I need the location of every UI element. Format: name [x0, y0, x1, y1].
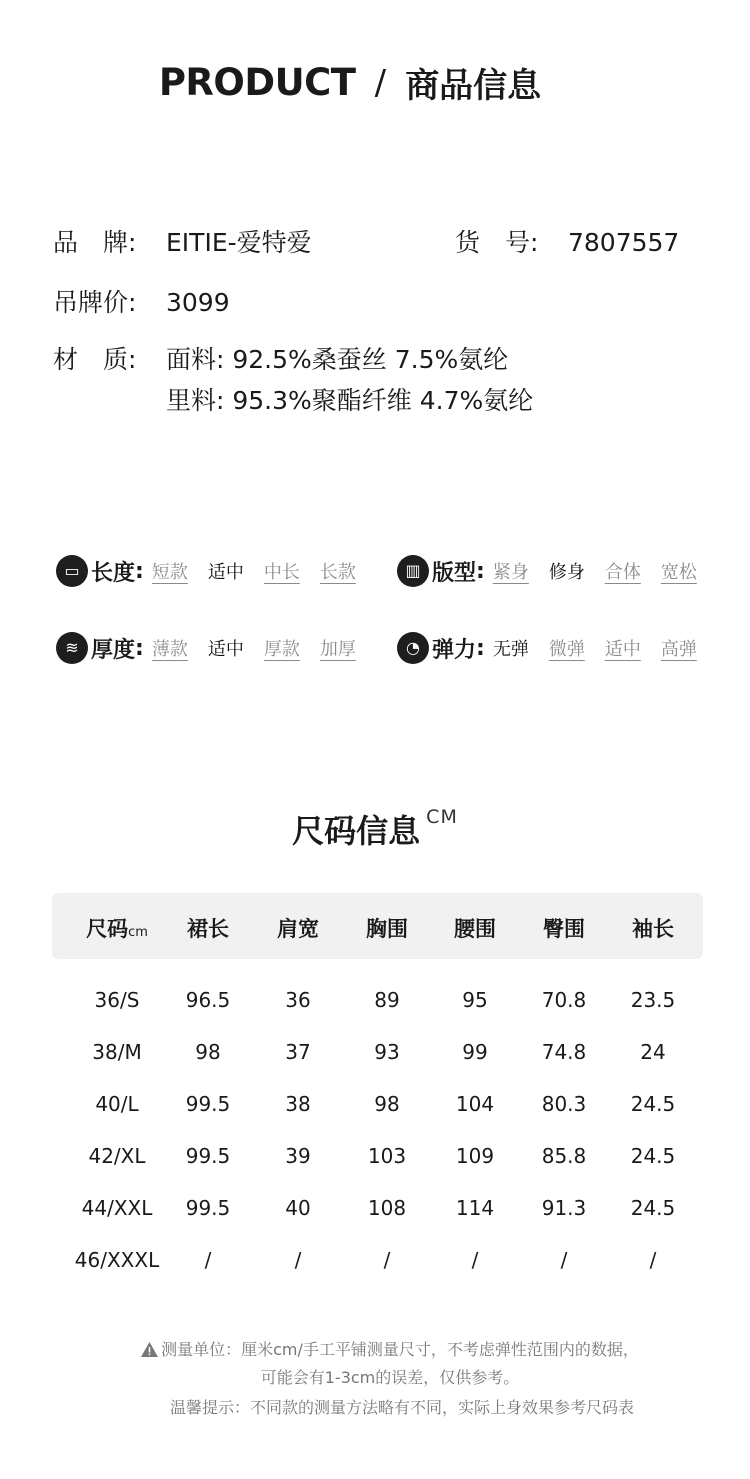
table-cell: /	[649, 1248, 657, 1272]
table-cell: 104	[455, 1092, 495, 1116]
table-cell: 40	[285, 1196, 311, 1220]
sku-value: 7807557	[568, 228, 680, 257]
attribute-option: 中长	[263, 562, 300, 583]
attribute-length: ▭ 长度 : 短款 适中 中长 长款	[56, 554, 356, 588]
table-cell: 98	[374, 1092, 400, 1116]
size-table-header-cell	[608, 913, 698, 943]
size-table-header-cell	[519, 913, 609, 943]
attribute-option: 微弹	[548, 639, 585, 660]
note-line-3: 温馨提示：不同款的测量方法略有不同，实际上身效果参考尺码表	[169, 1398, 634, 1417]
size-title-text: 尺码信息	[292, 812, 421, 850]
table-cell: 36	[285, 988, 311, 1012]
attribute-elasticity: ◔ 弹力 : 无弹 微弹 适中 高弹	[397, 631, 697, 665]
table-cell: 38/M	[92, 1040, 142, 1064]
table-cell: /	[560, 1248, 568, 1272]
table-cell: 98	[195, 1040, 221, 1064]
size-table-header-cell	[342, 913, 432, 943]
note-line-2: 可能会有1-3cm的误差，仅供参考。	[260, 1368, 520, 1387]
attribute-option: 短款	[151, 562, 188, 583]
title-chinese: 商品信息	[405, 66, 542, 106]
attribute-label: 版型	[432, 560, 477, 586]
attribute-option: 宽松	[660, 562, 697, 583]
table-cell: 96.5	[185, 988, 231, 1012]
table-cell: 99.5	[185, 1144, 231, 1168]
table-cell: 108	[367, 1196, 407, 1220]
table-cell: 99.5	[185, 1196, 231, 1220]
attribute-fit: ▥ 版型 : 紧身 修身 合体 宽松	[397, 554, 697, 588]
table-cell: 99.5	[185, 1092, 231, 1116]
table-cell: 103	[367, 1144, 407, 1168]
size-table-header-cell	[72, 913, 162, 943]
title-separator: /	[374, 62, 387, 103]
attribute-option: 合体	[604, 562, 641, 583]
page-title	[0, 58, 700, 107]
attribute-option: 厚款	[263, 639, 300, 660]
header-text: 胸围	[366, 917, 408, 941]
table-cell: 80.3	[541, 1092, 587, 1116]
table-cell: /	[204, 1248, 212, 1272]
header-text: 裙长	[187, 917, 229, 941]
header-text: 袖长	[632, 917, 674, 941]
size-table-header-cell	[253, 913, 343, 943]
table-cell: 37	[285, 1040, 311, 1064]
table-cell: 39	[285, 1144, 311, 1168]
size-section-title	[0, 806, 750, 852]
attribute-thickness: ≋ 厚度 : 薄款 适中 厚款 加厚	[56, 631, 356, 665]
price-value: 3099	[166, 288, 230, 317]
material-lining: 里料: 95.3%聚酯纤维 4.7%氨纶	[166, 386, 534, 415]
size-title-unit: CM	[426, 806, 458, 828]
thickness-icon: ≋	[56, 632, 88, 664]
sku-row	[455, 228, 679, 258]
price-row	[53, 288, 230, 318]
table-cell: /	[383, 1248, 391, 1272]
note-line-1: 测量单位：厘米cm/手工平铺测量尺寸，不考虑弹性范围内的数据，	[161, 1340, 639, 1359]
table-cell: 74.8	[541, 1040, 587, 1064]
table-cell: 91.3	[541, 1196, 587, 1220]
table-cell: /	[471, 1248, 479, 1272]
table-cell: 24	[640, 1040, 666, 1064]
material-fabric: 面料: 92.5%桑蚕丝 7.5%氨纶	[166, 345, 509, 374]
table-cell: 23.5	[630, 988, 676, 1012]
brand-value: EITIE-爱特爱	[166, 228, 312, 257]
elasticity-icon: ◔	[397, 632, 429, 664]
fit-icon: ▥	[397, 555, 429, 587]
table-cell: 114	[455, 1196, 495, 1220]
brand-row	[53, 228, 312, 258]
table-cell: 70.8	[541, 988, 587, 1012]
header-text: 肩宽	[277, 917, 319, 941]
attribute-option-selected: 适中	[207, 639, 244, 660]
size-table-header-cell	[430, 913, 520, 943]
material-label: 材 质:	[53, 345, 137, 374]
table-cell: 40/L	[95, 1092, 139, 1116]
table-cell: 38	[285, 1092, 311, 1116]
table-cell: 89	[374, 988, 400, 1012]
header-text: 臀围	[543, 917, 585, 941]
table-cell: 44/XXL	[81, 1196, 153, 1220]
header-text: 尺码	[86, 917, 129, 941]
attribute-option: 薄款	[151, 639, 188, 660]
table-cell: 95	[462, 988, 488, 1012]
length-icon: ▭	[56, 555, 88, 587]
table-cell: 24.5	[630, 1196, 676, 1220]
header-unit: cm	[128, 925, 148, 940]
attribute-label: 长度	[91, 560, 136, 586]
measurement-note	[0, 1337, 750, 1361]
table-cell: 99	[462, 1040, 488, 1064]
header-text: 腰围	[454, 917, 496, 941]
attribute-label: 弹力	[432, 637, 477, 663]
table-cell: 93	[374, 1040, 400, 1064]
material-row	[53, 345, 508, 375]
attribute-option-selected: 适中	[207, 562, 244, 583]
table-cell: 85.8	[541, 1144, 587, 1168]
attribute-option: 适中	[604, 639, 641, 660]
title-english: PRODUCT	[158, 61, 356, 104]
attribute-option: 紧身	[492, 562, 529, 583]
attribute-option: 高弹	[660, 639, 697, 660]
table-cell: 36/S	[94, 988, 140, 1012]
attribute-option-selected: 无弹	[492, 639, 529, 660]
size-table-header-cell	[163, 913, 253, 943]
table-cell: 24.5	[630, 1092, 676, 1116]
table-cell: /	[294, 1248, 302, 1272]
warning-icon	[141, 1342, 158, 1361]
table-cell: 24.5	[630, 1144, 676, 1168]
table-cell: 109	[455, 1144, 495, 1168]
table-cell: 46/XXXL	[74, 1248, 160, 1272]
attribute-label: 厚度	[91, 637, 136, 663]
brand-label: 品 牌:	[53, 228, 137, 257]
attribute-option: 长款	[319, 562, 356, 583]
sku-label: 货 号:	[455, 228, 539, 257]
price-label: 吊牌价:	[53, 288, 137, 317]
attribute-option-selected: 修身	[548, 562, 585, 583]
table-cell: 42/XL	[88, 1144, 146, 1168]
attribute-option: 加厚	[319, 639, 356, 660]
